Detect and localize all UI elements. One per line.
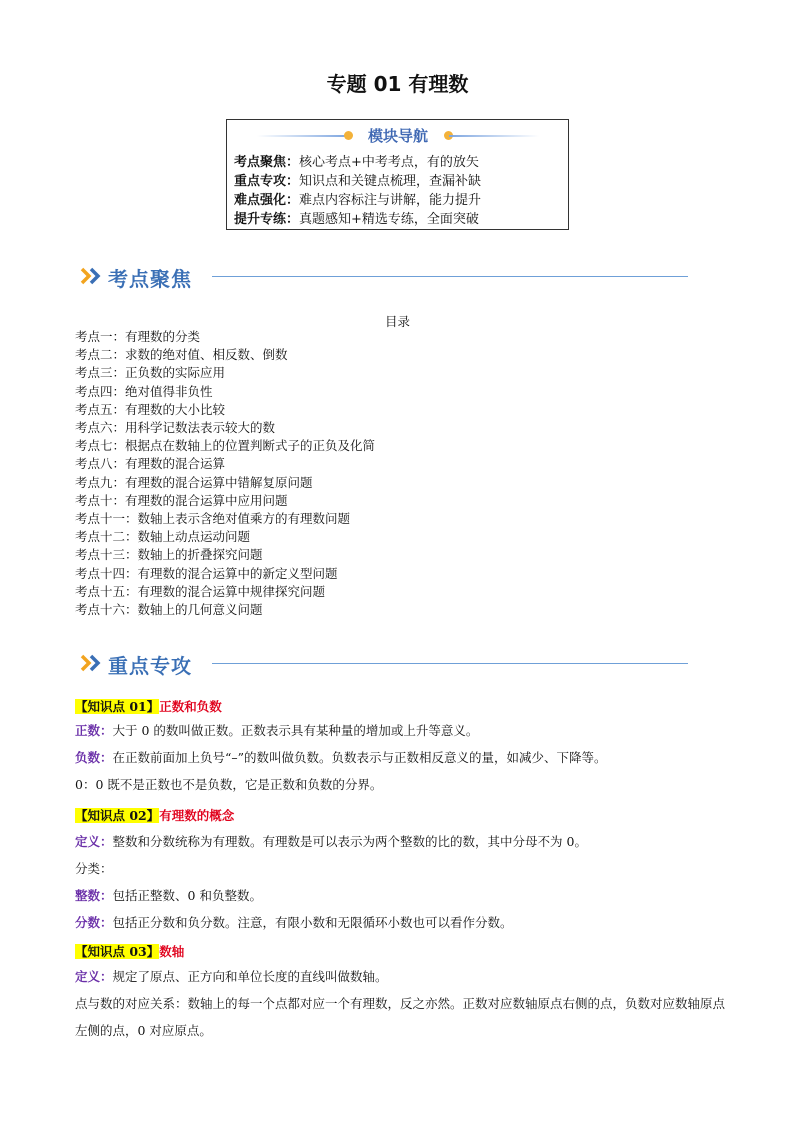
knowledge-point-tag: 【知识点 03】 <box>75 944 160 959</box>
paragraph <box>75 990 725 1044</box>
nav-row-text: 难点内容标注与讲解，能力提升 <box>299 193 482 208</box>
section-heading: 考点聚焦 <box>108 267 192 291</box>
toc-item[interactable]: 考点四：绝对值得非负性 <box>75 383 213 399</box>
toc-list <box>75 328 375 619</box>
nav-row <box>234 173 481 191</box>
nav-row <box>234 154 479 172</box>
kp2-body <box>75 828 725 936</box>
paragraph <box>75 882 725 909</box>
nav-row <box>234 192 481 210</box>
paragraph <box>75 963 725 990</box>
section-header-key-points <box>78 650 688 678</box>
knowledge-point-title: 数轴 <box>159 944 185 959</box>
term-label: 定义： <box>75 834 113 849</box>
double-chevron-icon <box>80 266 104 286</box>
toc-item[interactable]: 考点九：有理数的混合运算中错解复原问题 <box>75 474 313 490</box>
toc-item[interactable]: 考点二：求数的绝对值、相反数、倒数 <box>75 347 288 363</box>
toc-item[interactable]: 考点七：根据点在数轴上的位置判断式子的正负及化简 <box>75 438 376 454</box>
knowledge-point-heading <box>75 806 234 824</box>
knowledge-point-heading <box>75 697 222 715</box>
knowledge-point-tag: 【知识点 02】 <box>75 808 160 823</box>
paragraph-text: 大于 0 的数叫做正数。正数表示具有某种量的增加或上升等意义。 <box>112 723 479 738</box>
paragraph-text: 整数和分数统称为有理数。有理数是可以表示为两个整数的比的数，其中分母不为 0。 <box>112 834 587 849</box>
nav-row-text: 真题感知+精选专练，全面突破 <box>299 212 479 227</box>
nav-header-line-right <box>449 135 539 137</box>
knowledge-point-title: 正数和负数 <box>159 699 222 714</box>
toc-item[interactable]: 考点十二：数轴上动点运动问题 <box>75 529 251 545</box>
toc-item[interactable]: 考点十四：有理数的混合运算中的新定义型问题 <box>75 565 338 581</box>
toc-item[interactable]: 考点十五：有理数的混合运算中规律探究问题 <box>75 583 326 599</box>
knowledge-point-heading <box>75 942 184 960</box>
knowledge-point-title: 有理数的概念 <box>159 808 235 823</box>
toc-title: 目录 <box>384 314 410 329</box>
paragraph-text: 规定了原点、正方向和单位长度的直线叫做数轴。 <box>112 969 388 984</box>
paragraph <box>75 909 725 936</box>
toc-item[interactable]: 考点一：有理数的分类 <box>75 329 201 344</box>
section-header-exam-points <box>78 263 688 291</box>
term-label: 正数： <box>75 723 113 738</box>
kp3-body <box>75 963 725 1044</box>
toc-item[interactable]: 考点六：用科学记数法表示较大的数 <box>75 420 276 436</box>
paragraph-text: 0：0 既不是正数也不是负数，它是正数和负数的分界。 <box>75 777 383 792</box>
double-chevron-icon <box>80 653 104 673</box>
section-heading: 重点专攻 <box>108 654 192 678</box>
nav-header-dot-left <box>344 131 353 140</box>
toc-item[interactable]: 考点十一：数轴上表示含绝对值乘方的有理数问题 <box>75 511 351 527</box>
paragraph-text: 分类： <box>75 861 113 876</box>
nav-row-label: 难点强化： <box>234 193 300 208</box>
paragraph <box>75 717 725 744</box>
term-label: 负数： <box>75 750 113 765</box>
paragraph-text: 点与数的对应关系：数轴上的每一个点都对应一个有理数，反之亦然。正数对应数轴原点右侧的点，负数对应数轴原点左侧的点，0 对应原点。 <box>75 996 726 1038</box>
module-nav-header <box>227 125 568 147</box>
section-divider <box>212 663 688 664</box>
nav-row-text: 知识点和关键点梳理，查漏补缺 <box>299 174 482 189</box>
module-nav-box <box>226 119 569 230</box>
nav-row-text: 核心考点+中考考点，有的放矢 <box>299 155 479 170</box>
toc-item[interactable]: 考点十：有理数的混合运算中应用问题 <box>75 492 288 508</box>
nav-header-line-left <box>257 135 347 137</box>
paragraph-text: 在正数前面加上负号“–”的数叫做负数。负数表示与正数相反意义的量，如减少、下降等。 <box>112 750 607 765</box>
term-label: 定义： <box>75 969 113 984</box>
paragraph <box>75 771 725 798</box>
nav-row-label: 提升专练： <box>234 212 300 227</box>
nav-row-label: 重点专攻： <box>234 174 300 189</box>
knowledge-point-tag: 【知识点 01】 <box>75 699 160 714</box>
toc-item[interactable]: 考点五：有理数的大小比较 <box>75 401 226 417</box>
page-title: 专题 01 有理数 <box>326 72 469 96</box>
paragraph <box>75 828 725 855</box>
nav-row-label: 考点聚焦： <box>234 155 300 170</box>
paragraph <box>75 855 725 882</box>
paragraph-text: 包括正分数和负分数。注意，有限小数和无限循环小数也可以看作分数。 <box>112 915 513 930</box>
term-label: 整数： <box>75 888 113 903</box>
paragraph <box>75 744 725 771</box>
nav-heading: 模块导航 <box>367 127 428 145</box>
kp1-body <box>75 717 725 798</box>
toc-item[interactable]: 考点三：正负数的实际应用 <box>75 365 226 381</box>
section-divider <box>212 276 688 277</box>
toc-item[interactable]: 考点十六：数轴上的几何意义问题 <box>75 602 263 618</box>
paragraph-text: 包括正整数、0 和负整数。 <box>112 888 262 903</box>
term-label: 分数： <box>75 915 113 930</box>
toc-item[interactable]: 考点八：有理数的混合运算 <box>75 456 226 472</box>
nav-row <box>234 211 479 229</box>
toc-item[interactable]: 考点十三：数轴上的折叠探究问题 <box>75 547 263 563</box>
